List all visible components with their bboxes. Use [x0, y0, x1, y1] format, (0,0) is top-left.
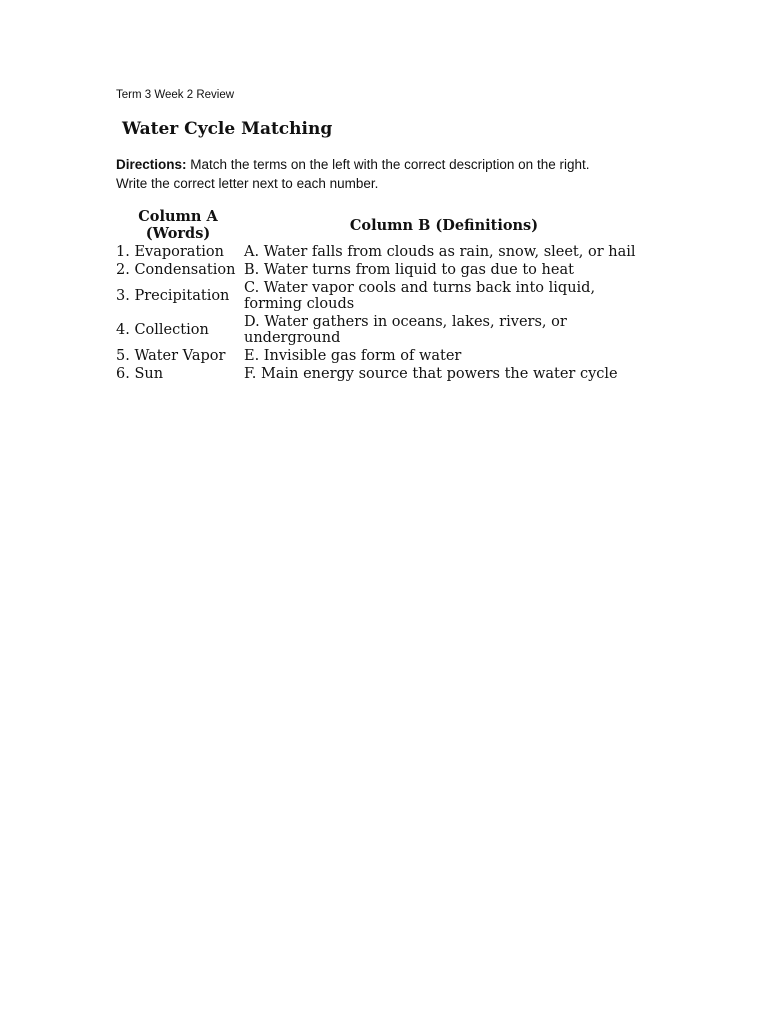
directions-line-1: Match the terms on the left with the correct description on the right. [190, 157, 590, 172]
definition-cell: C. Water vapor cools and turns back into liquid, forming clouds [244, 280, 596, 312]
column-b-header: Column B (Definitions) [349, 216, 539, 234]
table-header-row [114, 207, 646, 243]
table-row [114, 347, 646, 365]
definition-cell: B. Water turns from liquid to gas due to heat [244, 262, 574, 278]
term-cell: 1. Evaporation [116, 244, 224, 260]
directions-line-2: Write the correct letter next to each number. [116, 176, 379, 191]
term-cell: 2. Condensation [116, 262, 236, 278]
term-cell: 5. Water Vapor [116, 348, 226, 364]
column-a-header [114, 207, 242, 243]
term-cell: 4. Collection [116, 322, 209, 338]
header-note: Term 3 Week 2 Review [116, 89, 235, 101]
table-row [114, 261, 646, 279]
definition-cell: D. Water gathers in oceans, lakes, rivers, or underground [244, 314, 567, 346]
table-row [114, 279, 646, 313]
definition-cell: F. Main energy source that powers the water cycle [244, 366, 618, 382]
definition-cell: A. Water falls from clouds as rain, snow, sleet, or hail [244, 244, 636, 260]
table-row [114, 365, 646, 383]
column-a-subtitle: (Words) [145, 225, 211, 242]
directions-label: Directions: [116, 157, 187, 172]
table-row [114, 313, 646, 347]
column-a-title: Column A [138, 208, 218, 225]
directions [116, 155, 656, 193]
matching-table [114, 207, 646, 383]
term-cell: 6. Sun [116, 366, 164, 382]
table-row [114, 243, 646, 261]
definition-cell: E. Invisible gas form of water [244, 348, 462, 364]
term-cell: 3. Precipitation [116, 288, 230, 304]
worksheet-title: Water Cycle Matching [122, 119, 333, 139]
